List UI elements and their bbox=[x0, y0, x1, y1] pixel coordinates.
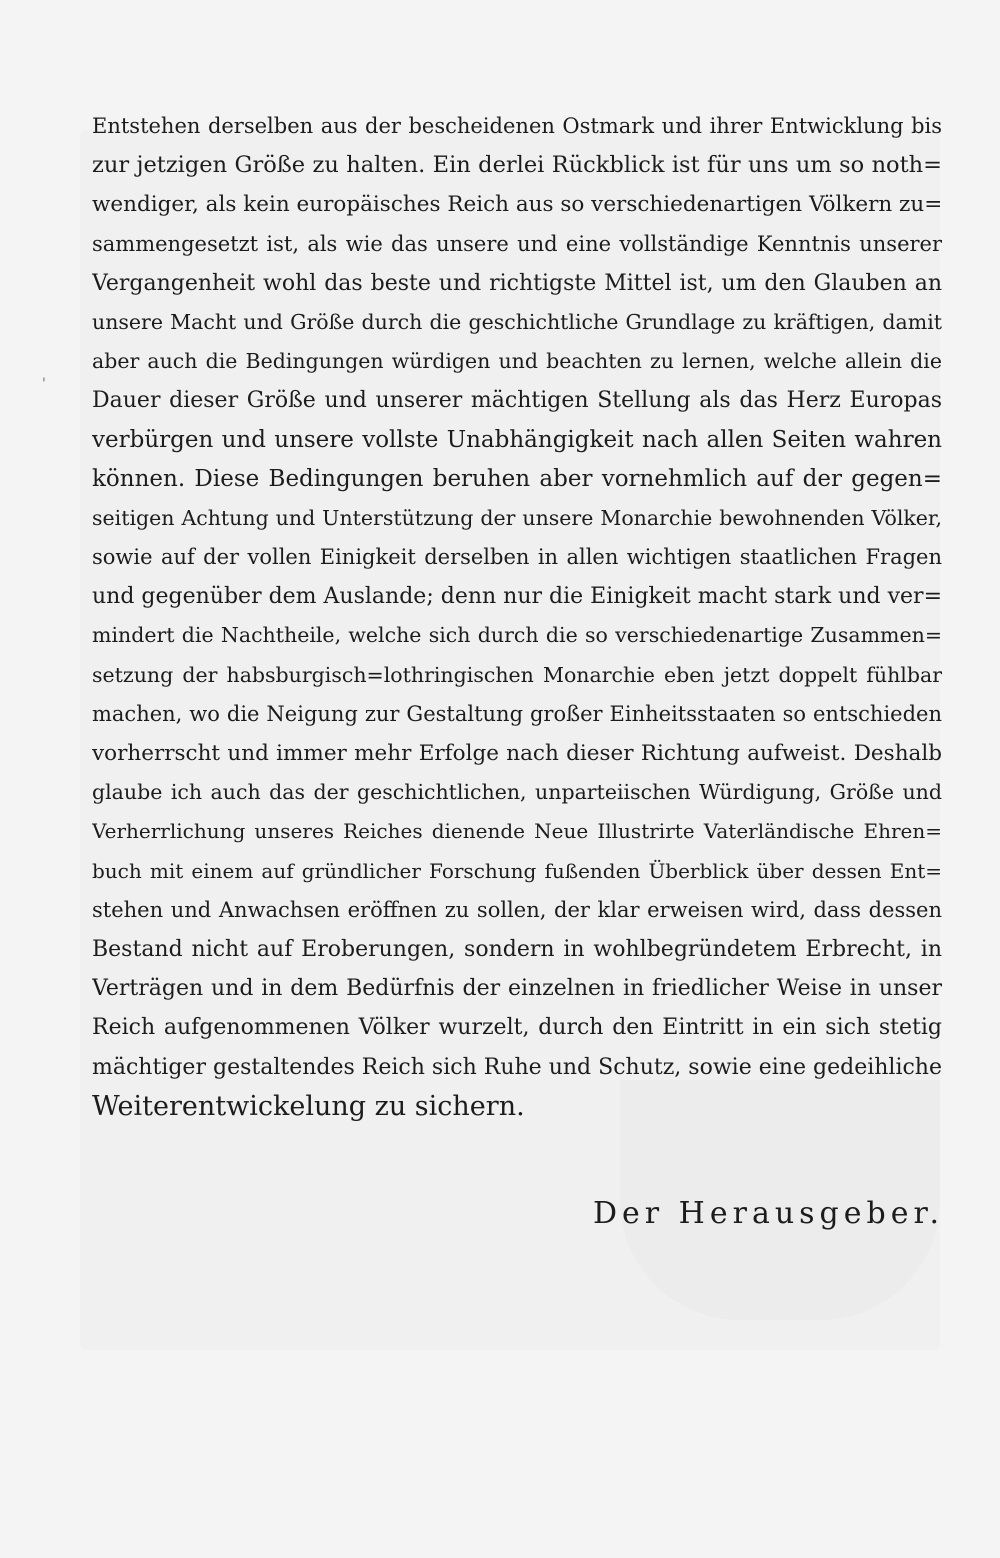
text-line: stehen und Anwachsen eröffnen zu sollen, der klar erweisen wird, dass dessen bbox=[92, 897, 942, 922]
text-line: Reich aufgenommenen Völker wurzelt, durch den Eintritt in ein sich stetig bbox=[92, 1015, 942, 1041]
text-line: Bestand nicht auf Eroberungen, sondern in wohlbegründetem Erbrecht, in bbox=[92, 936, 942, 962]
text-line: vorherrscht und immer mehr Erfolge nach dieser Richtung aufweist. Deshalb bbox=[92, 741, 942, 766]
text-line: machen, wo die Neigung zur Gestaltung großer Einheitsstaaten so entschieden bbox=[92, 701, 942, 726]
text-line: zur jetzigen Größe zu halten. Ein derlei Rückblick ist für uns um so noth= bbox=[92, 152, 942, 179]
text-line: Verträgen und in dem Bedürfnis der einzelnen in friedlicher Weise in unser bbox=[92, 976, 942, 1002]
text-line: buch mit einem auf gründlicher Forschung fußenden Überblick über dessen Ent= bbox=[92, 858, 942, 883]
text-line: sowie auf der vollen Einigkeit derselben in allen wichtigen staatlichen Fragen bbox=[92, 545, 942, 570]
text-line: Dauer dieser Größe und unserer mächtigen Stellung als das Herz Europas bbox=[92, 388, 942, 414]
text-line: verbürgen und unsere vollste Unabhängigkeit nach allen Seiten wahren bbox=[92, 426, 942, 453]
text-line: können. Diese Bedingungen beruhen aber vornehmlich auf der gegen= bbox=[92, 465, 942, 492]
signature: Der Herausgeber. bbox=[593, 1196, 945, 1231]
body-paragraph bbox=[92, 107, 942, 1126]
text-line: setzung der habsburgisch=lothringischen Monarchie eben jetzt doppelt fühlbar bbox=[92, 662, 942, 687]
text-line: Vergangenheit wohl das beste und richtigste Mittel ist, um den Glauben an bbox=[92, 270, 942, 296]
text-line: Weiterentwickelung zu sichern. bbox=[92, 1090, 525, 1122]
text-line: Entstehen derselben aus der bescheidenen Ostmark und ihrer Entwicklung bis bbox=[92, 114, 942, 138]
text-line: wendiger, als kein europäisches Reich aus so verschiedenartigen Völkern zu= bbox=[92, 192, 942, 218]
text-line: mächtiger gestaltendes Reich sich Ruhe und Schutz, sowie eine gedeihliche bbox=[92, 1054, 942, 1080]
text-line: Verherrlichung unseres Reiches dienende Neue Illustrirte Vaterländische Ehren= bbox=[92, 819, 942, 844]
text-line: unsere Macht und Größe durch die geschichtliche Grundlage zu kräftigen, damit bbox=[92, 309, 942, 334]
text-line: seitigen Achtung und Unterstützung der unsere Monarchie bewohnenden Völker, bbox=[92, 505, 942, 530]
text-line: sammengesetzt ist, als wie das unsere und eine vollständige Kenntnis unserer bbox=[92, 231, 942, 256]
text-line: glaube ich auch das der geschichtlichen, unparteiischen Würdigung, Größe und bbox=[92, 780, 942, 805]
text-line: aber auch die Bedingungen würdigen und beachten zu lernen, welche allein die bbox=[92, 349, 942, 374]
margin-mark: ' bbox=[42, 376, 46, 392]
text-line: mindert die Nachtheile, welche sich durch die so verschiedenartige Zusammen= bbox=[92, 623, 942, 648]
text-line: und gegenüber dem Auslande; denn nur die Einigkeit macht stark und ver= bbox=[92, 584, 942, 610]
